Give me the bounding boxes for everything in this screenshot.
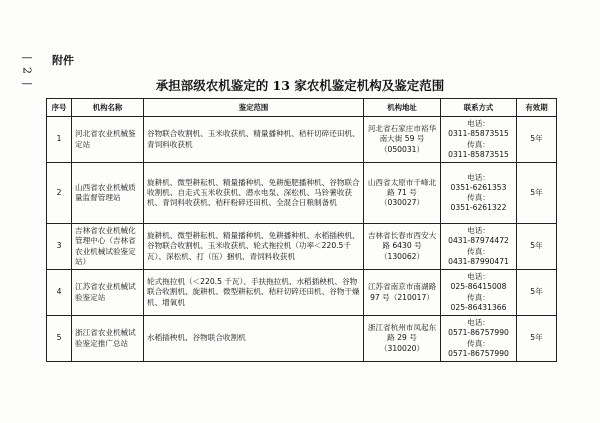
phone-number: 025-86415008: [450, 282, 507, 292]
phone-label: 电话：: [467, 272, 490, 281]
cell-scope: 水稻插秧机、谷物联合收割机: [144, 316, 364, 362]
cell-scope: 旋耕机、微型耕耘机、精量播种机、免耕播种机、水稻插秧机、谷物联合收割机、玉米收获机、轮式拖拉机（功率＜220.5千瓦）、深松机、打（压）捆机、青饲料收获机: [144, 224, 364, 270]
header-seq: 序号: [47, 99, 72, 117]
phone-label: 电话：: [467, 318, 490, 327]
cell-address: 河北省石家庄市裕华南大街 59 号（050031）: [364, 117, 441, 163]
table-row: [47, 316, 557, 362]
cell-seq: 1: [47, 117, 72, 163]
phone-number: 0431-87974472: [448, 236, 509, 246]
phone-label: 电话：: [467, 226, 490, 235]
header-address: 机构地址: [364, 99, 441, 117]
phone-label: 电话：: [467, 172, 490, 182]
header-phone: 联系方式: [441, 99, 517, 117]
fax-label: 传真：: [467, 338, 490, 348]
document-title: 承担部级农机鉴定的 13 家农机鉴定机构及鉴定范围: [155, 78, 445, 93]
fax-number: 0311-85873515: [448, 149, 509, 159]
cell-name: 河北省农业机械鉴定站: [72, 117, 144, 163]
cell-name: 山西省农业机械质量监督管理站: [72, 163, 144, 224]
table-row: [47, 224, 557, 270]
header-scope: 鉴定范围: [144, 99, 364, 117]
cell-name: 浙江省农业机械试验鉴定推广总站: [72, 316, 144, 362]
cell-address: 江苏省南京市南湖路 97 号（210017）: [364, 270, 441, 316]
cell-seq: 3: [47, 224, 72, 270]
cell-seq: 5: [47, 316, 72, 362]
fax-label: 传真：: [467, 292, 490, 302]
page-number-dash-bottom: —: [21, 77, 33, 90]
phone-number: 0351-6261353: [450, 182, 507, 192]
cell-scope: 谷物联合收割机、玉米收获机、精量播种机、秸秆切碎还田机、青饲料收获机: [144, 117, 364, 163]
cell-validity: 5年: [517, 270, 557, 316]
fax-label: 传真：: [467, 246, 490, 256]
cell-phone: [441, 163, 517, 224]
cell-phone: [441, 270, 517, 316]
fax-label: 传真：: [467, 139, 490, 149]
table-row: [47, 270, 557, 316]
fax-number: 0351-6261322: [450, 203, 507, 213]
header-name: 机构名称: [72, 99, 144, 117]
phone-label: 电话：: [467, 119, 490, 128]
institution-table: [46, 98, 557, 362]
page-number-value: 2: [20, 67, 34, 74]
phone-number: 0571-86757990: [448, 328, 509, 338]
cell-phone: [441, 316, 517, 362]
table-header-row: [47, 99, 557, 117]
phone-number: 0311-85873515: [448, 129, 509, 139]
cell-phone: [441, 117, 517, 163]
cell-validity: 5年: [517, 163, 557, 224]
cell-scope: 轮式拖拉机（＜220.5 千瓦）、手扶拖拉机、水稻插秧机、谷物联合收割机、旋耕机、微型耕耘机、秸秆切碎还田机、谷物干燥机、增氧机: [144, 270, 364, 316]
table-row: [47, 163, 557, 224]
table-row: [47, 117, 557, 163]
cell-scope: 旋耕机、微型耕耘机、精量播种机、免耕施肥播种机、谷物联合收割机、自走式玉米收获机、潜水电泵、深松机、马铃薯收获机、青饲料收获机、秸秆粉碎还田机、全混合日粮制备机: [144, 163, 364, 224]
cell-name: 吉林省农业机械化管理中心（吉林省农业机械试验鉴定站）: [72, 224, 144, 270]
page-number-dash-top: —: [21, 51, 33, 64]
cell-seq: 2: [47, 163, 72, 224]
fax-number: 0431-87990471: [448, 256, 509, 266]
cell-name: 江苏省农业机械试验鉴定站: [72, 270, 144, 316]
fax-number: 0571-86757990: [448, 348, 509, 358]
fax-label: 传真：: [467, 193, 490, 202]
cell-address: 山西省太原市千峰北路 71 号（030027）: [364, 163, 441, 224]
attachment-label: 附件: [52, 54, 74, 67]
header-validity: 有效期: [517, 99, 557, 117]
cell-validity: 5年: [517, 316, 557, 362]
cell-validity: 5年: [517, 117, 557, 163]
cell-address: 浙江省杭州市凤起东路 29 号（310020）: [364, 316, 441, 362]
cell-validity: 5年: [517, 224, 557, 270]
cell-address: 吉林省长春市西安大路 6430 号（130062）: [364, 224, 441, 270]
cell-seq: 4: [47, 270, 72, 316]
cell-phone: [441, 224, 517, 270]
fax-number: 025-86431366: [450, 302, 507, 312]
